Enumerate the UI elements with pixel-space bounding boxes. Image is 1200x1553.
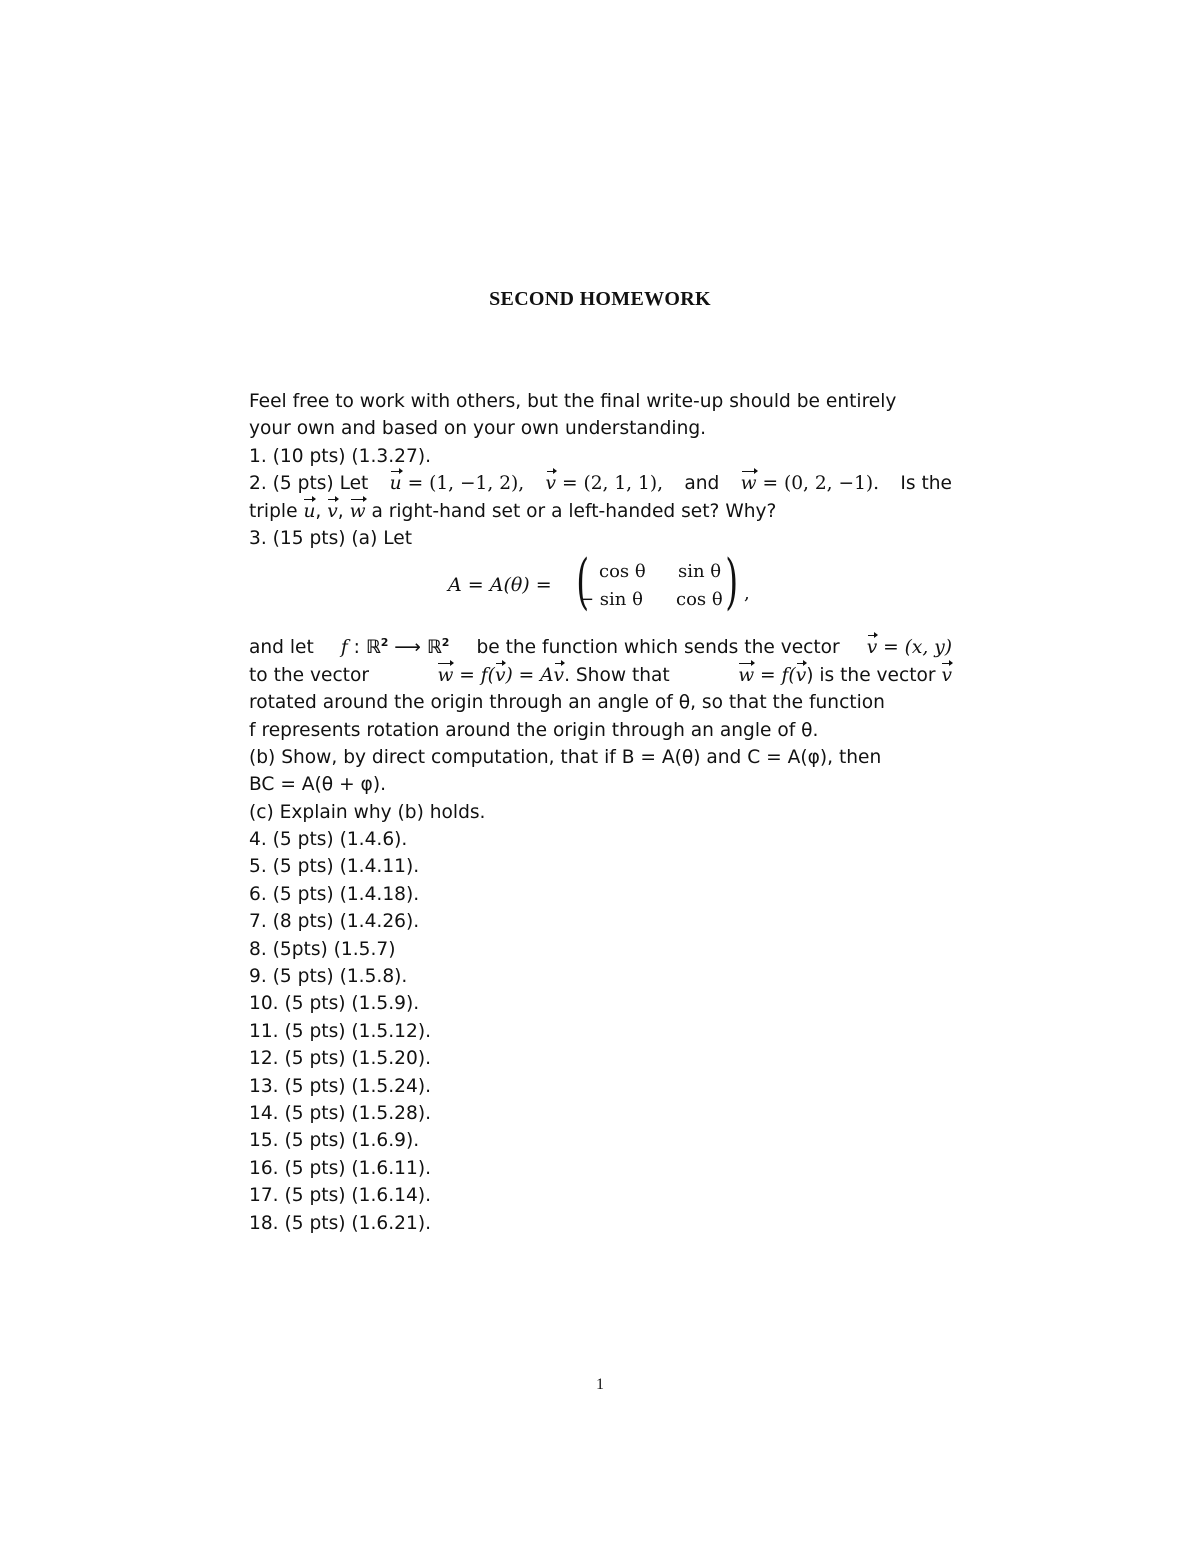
list-item: 11. (5 pts) (1.5.12). <box>249 1020 431 1042</box>
problem-3a-line-4: f represents rotation around the origin through an angle of θ. <box>249 719 819 741</box>
map-definition <box>437 662 669 689</box>
list-item: 7. (8 pts) (1.4.26). <box>249 911 420 933</box>
vector-w-symbol: w <box>437 662 453 689</box>
vector-v-coords: = (x, y) <box>883 637 952 659</box>
problem-2-and: and <box>684 473 720 495</box>
problem-2-line-1 <box>249 470 952 497</box>
vector-w-symbol: w <box>350 498 366 525</box>
matrix-cell-12: sin θ <box>678 561 722 583</box>
matrix-cell-22: cos θ <box>676 589 723 611</box>
problem-list <box>249 826 952 1237</box>
equation-lhs-text: A = A(θ) = <box>448 574 552 597</box>
map-restated <box>738 662 952 689</box>
rotation-matrix-equation <box>249 547 952 634</box>
map-eq-2: ) = A <box>505 664 554 686</box>
rotation-matrix <box>576 547 739 618</box>
vector-v-symbol: v <box>941 662 952 689</box>
problem-3b-line-2: BC = A(θ + φ). <box>249 774 386 796</box>
document-body <box>249 388 952 1237</box>
vector-u-symbol: u <box>390 470 402 497</box>
list-item: 17. (5 pts) (1.6.14). <box>249 1185 431 1207</box>
vector-w-symbol: w <box>738 662 754 689</box>
list-item: 8. (5pts) (1.5.7) <box>249 938 396 960</box>
list-item: 18. (5 pts) (1.6.21). <box>249 1212 431 1234</box>
problem-2-tail: Is the <box>900 473 952 495</box>
list-item: 13. (5 pts) (1.5.24). <box>249 1075 431 1097</box>
vector-v-symbol: v <box>327 498 338 525</box>
problem-2-line2-tail: a right-hand set or a left-handed set? Why? <box>371 500 777 522</box>
vector-v-symbol: v <box>554 662 565 689</box>
vector-v-symbol: v <box>546 470 557 497</box>
vector-w-def <box>741 470 879 497</box>
list-item: 6. (5 pts) (1.4.18). <box>249 883 420 905</box>
equation-comma: , <box>744 583 750 605</box>
problem-3c: (c) Explain why (b) holds. <box>249 801 486 823</box>
vector-w-value: = (0, 2, −1). <box>762 473 880 495</box>
problem-3b-line1-text: (b) Show, by direct computation, that if B = A(θ) and C = A(φ), then <box>249 746 882 768</box>
vector-v-value: = (2, 1, 1), <box>561 473 663 495</box>
vector-v-symbol: v <box>796 662 807 689</box>
function-f: f <box>340 637 348 659</box>
vector-u-value: = (1, −1, 2), <box>407 473 525 495</box>
problem-3b-line-1 <box>249 744 952 771</box>
right-paren-icon: ) <box>725 547 739 618</box>
intro-text-1: Feel free to work with others, but the final write-up should be entirely <box>249 391 897 412</box>
list-item: 12. (5 pts) (1.5.20). <box>249 1048 431 1070</box>
vector-v-def <box>546 470 663 497</box>
list-item: 10. (5 pts) (1.5.9). <box>249 993 420 1015</box>
intro-line-1 <box>249 388 952 415</box>
intro-line-2: your own and based on your own understanding. <box>249 418 707 440</box>
equation-lhs <box>448 572 552 599</box>
list-item: 4. (5 pts) (1.4.6). <box>249 829 408 851</box>
function-signature: f : ℝ$^2$ ⟶ ℝ$^2$ <box>340 636 450 659</box>
problem-3a-to-vector: to the vector <box>249 664 369 686</box>
vector-v-symbol: v <box>495 662 506 689</box>
page-number: 1 <box>596 1376 604 1393</box>
vector-w-symbol: w <box>741 470 757 497</box>
left-paren-icon: ( <box>576 547 590 618</box>
problem-1: 1. (10 pts) (1.3.27). <box>249 445 431 467</box>
list-item: 15. (5 pts) (1.6.9). <box>249 1130 420 1152</box>
problem-3-lead: 3. (15 pts) (a) Let <box>249 527 412 549</box>
show-that: . Show that <box>564 664 670 686</box>
map-eq-4: ) is the vector <box>806 664 936 686</box>
problem-3a-mid: be the function which sends the vector <box>476 637 840 659</box>
vector-v-symbol: v <box>867 634 878 661</box>
vector-u-def <box>390 470 525 497</box>
list-item: 16. (5 pts) (1.6.11). <box>249 1157 431 1179</box>
vector-u-symbol: u <box>303 498 315 525</box>
problem-3a-line-3 <box>249 689 952 716</box>
problem-2-line-2: triple u, v, w a right-hand set or a left-handed set? Why? <box>249 498 952 525</box>
map-eq-3: = f( <box>760 664 796 686</box>
matrix-cell-11: cos θ <box>599 561 646 583</box>
problem-3a-and-let: and let <box>249 637 314 659</box>
problem-3a-line-2 <box>249 662 952 689</box>
matrix-cell-21: − sin θ <box>579 589 643 611</box>
list-item: 9. (5 pts) (1.5.8). <box>249 966 408 988</box>
map-eq-1: = f( <box>459 664 495 686</box>
problem-2-line2-lead: triple <box>249 500 298 522</box>
reals-squared-icon: ℝ$^2$ <box>365 636 389 659</box>
page-title: SECOND HOMEWORK <box>489 288 711 310</box>
reals-squared-icon: ℝ$^2$ <box>426 636 450 659</box>
problem-3a-line-1 <box>249 634 952 661</box>
list-item: 5. (5 pts) (1.4.11). <box>249 856 420 878</box>
list-item: 14. (5 pts) (1.5.28). <box>249 1102 431 1124</box>
problem-2-lead: 2. (5 pts) Let <box>249 473 369 495</box>
problem-3a-line3-text: rotated around the origin through an angle of θ, so that the function <box>249 692 885 714</box>
vector-v-def <box>867 634 952 661</box>
